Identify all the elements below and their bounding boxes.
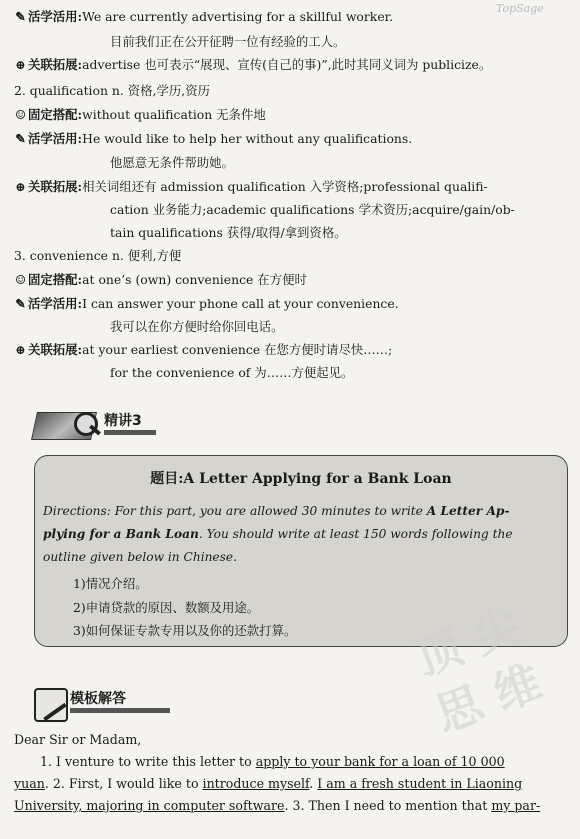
plus-circle-icon: ⊕	[15, 57, 26, 72]
translation-line: 他愿意无条件帮助她。	[110, 155, 234, 170]
extension-line: ⊕ 关联拓展:相关词组还有 admission qualification 入学资格;professional qualifi-	[15, 179, 488, 194]
outline-item: 3)如何保证专款专用以及你的还款打算。	[73, 623, 297, 638]
smile-icon: ☺	[14, 107, 27, 122]
example-line: ✎ 活学活用:He would like to help her without any qualifications.	[15, 131, 413, 146]
plus-circle-icon: ⊕	[15, 179, 26, 194]
section-title: 精讲3	[104, 413, 142, 429]
pen-icon: ✎	[15, 296, 26, 311]
directions-line: plying for a Bank Loan. You should write at least 150 words following the	[43, 527, 513, 541]
pen-icon: ✎	[15, 9, 26, 24]
extension-line: ⊕ 关联拓展:at your earliest convenience 在您方便时请尽快……;	[15, 342, 393, 357]
letter-line: 1. I venture to write this letter to apply to your bank for a loan of 10 000	[40, 754, 505, 769]
directions-line: Directions: For this part, you are allowed 30 minutes to write A Letter Ap-	[43, 504, 510, 518]
publisher-logo: TopSage	[496, 2, 544, 15]
extension-line: ⊕ 关联拓展:advertise 也可表示“展现、宣传(自己的事)”,此时其同义词为 publicize。	[15, 57, 492, 72]
outline-item: 2)申请贷款的原因、数额及用途。	[73, 600, 260, 615]
collocation-line: ☺ 固定搭配:without qualification 无条件地	[14, 107, 266, 122]
collocation-line: ☺ 固定搭配:at one’s (own) convenience 在方便时	[14, 272, 307, 287]
section-header-moban	[34, 686, 194, 722]
vocab-heading: 2. qualification n. 资格,学历,资历	[14, 83, 210, 98]
watermark-seal: 顶 尖 思 维	[407, 598, 549, 743]
letter-greeting: Dear Sir or Madam,	[14, 732, 142, 747]
letter-line: yuan. 2. First, I would like to introduce myself. I am a fresh student in Liaoning	[14, 776, 523, 791]
translation-line: 我可以在你方便时给你回电话。	[110, 319, 284, 334]
example-line: ✎ 活学活用:I can answer your phone call at your convenience.	[15, 296, 399, 311]
extension-continued: cation 业务能力;academic qualifications 学术资历;acquire/gain/ob-	[110, 202, 515, 217]
letter-line: University, majoring in computer software. 3. Then I need to mention that my par-	[14, 798, 541, 813]
section-header-jingjiang	[34, 408, 146, 442]
vocab-heading: 3. convenience n. 便利,方便	[14, 248, 182, 263]
prompt-title: 题目:A Letter Applying for a Bank Loan	[150, 471, 452, 487]
translation-line: 目前我们正在公开征聘一位有经验的工人。	[110, 34, 346, 49]
directions-line: outline given below in Chinese.	[43, 550, 237, 564]
extension-continued: tain qualifications 获得/取得/拿到资格。	[110, 225, 347, 240]
section-title: 模板解答	[70, 691, 126, 707]
pen-icon: ✎	[15, 131, 26, 146]
example-line: ✎ 活学活用:We are currently advertising for a skillful worker.	[15, 9, 394, 24]
outline-item: 1)情况介绍。	[73, 576, 148, 591]
smile-icon: ☺	[14, 272, 27, 287]
plus-circle-icon: ⊕	[15, 342, 26, 357]
extension-continued: for the convenience of 为……方便起见。	[110, 365, 354, 380]
